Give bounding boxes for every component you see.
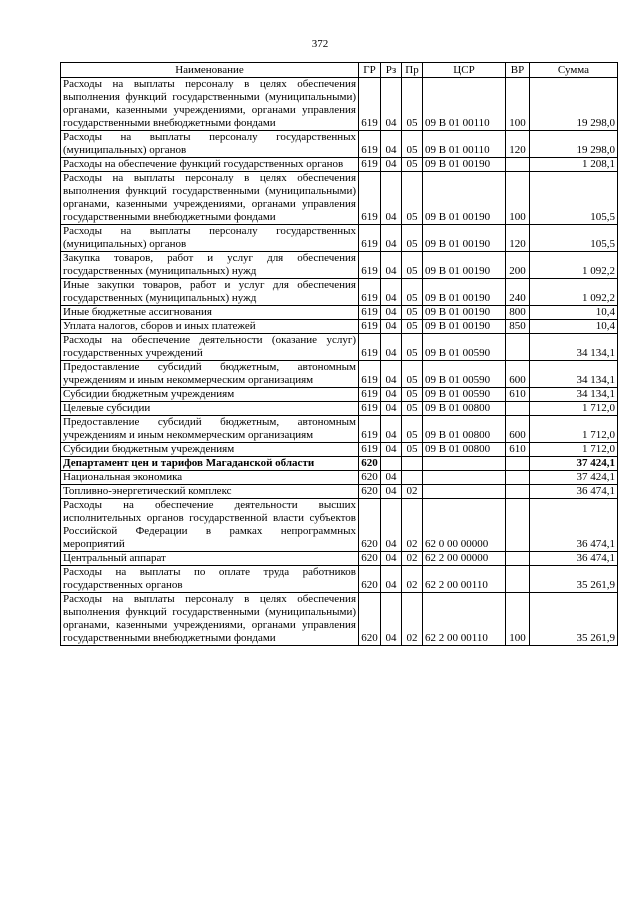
cell-csr: 09 В 01 00190 xyxy=(423,172,506,225)
cell-rz: 04 xyxy=(381,402,402,416)
cell-sum: 10,4 xyxy=(530,306,618,320)
cell-gr: 619 xyxy=(359,388,381,402)
cell-sum: 37 424,1 xyxy=(530,471,618,485)
cell-rz: 04 xyxy=(381,225,402,252)
cell-rz: 04 xyxy=(381,158,402,172)
cell-name: Целевые субсидии xyxy=(61,402,359,416)
cell-name: Расходы на выплаты персоналу государственных (муниципальных) органов xyxy=(61,225,359,252)
header-sum: Сумма xyxy=(530,63,618,78)
cell-pr: 05 xyxy=(402,225,423,252)
cell-csr: 62 2 00 00110 xyxy=(423,593,506,646)
cell-rz: 04 xyxy=(381,306,402,320)
cell-vr: 100 xyxy=(506,78,530,131)
table-row xyxy=(61,158,618,172)
table-row xyxy=(61,443,618,457)
cell-vr: 600 xyxy=(506,361,530,388)
cell-pr: 02 xyxy=(402,485,423,499)
table-row xyxy=(61,131,618,158)
cell-rz: 04 xyxy=(381,485,402,499)
cell-csr xyxy=(423,485,506,499)
cell-sum: 36 474,1 xyxy=(530,485,618,499)
table-row xyxy=(61,499,618,552)
cell-gr: 619 xyxy=(359,443,381,457)
cell-vr: 120 xyxy=(506,225,530,252)
cell-name: Расходы на обеспечение деятельности (оказание услуг) государственных учреждений xyxy=(61,334,359,361)
header-csr: ЦСР xyxy=(423,63,506,78)
cell-sum: 19 298,0 xyxy=(530,78,618,131)
cell-name: Предоставление субсидий бюджетным, автономным учреждениям и иным некоммерческим организациям xyxy=(61,416,359,443)
cell-csr: 09 В 01 00590 xyxy=(423,388,506,402)
table-row xyxy=(61,320,618,334)
cell-sum: 36 474,1 xyxy=(530,552,618,566)
cell-sum: 105,5 xyxy=(530,172,618,225)
cell-csr: 09 В 01 00800 xyxy=(423,443,506,457)
cell-vr xyxy=(506,471,530,485)
cell-sum: 37 424,1 xyxy=(530,457,618,471)
cell-name: Закупка товаров, работ и услуг для обеспечения государственных (муниципальных) нужд xyxy=(61,252,359,279)
cell-sum: 34 134,1 xyxy=(530,334,618,361)
cell-vr: 610 xyxy=(506,388,530,402)
cell-pr: 05 xyxy=(402,361,423,388)
cell-rz: 04 xyxy=(381,172,402,225)
budget-table xyxy=(60,62,618,646)
cell-vr xyxy=(506,402,530,416)
cell-vr xyxy=(506,158,530,172)
cell-vr: 610 xyxy=(506,443,530,457)
cell-gr: 619 xyxy=(359,252,381,279)
cell-csr: 09 В 01 00110 xyxy=(423,78,506,131)
table-row xyxy=(61,457,618,471)
cell-sum: 1 208,1 xyxy=(530,158,618,172)
cell-vr xyxy=(506,457,530,471)
cell-name: Расходы на выплаты персоналу в целях обеспечения выполнения функций государственными (муниципальными) органами, казенными учреждениями, органами управления государственными внебюджетными фондами xyxy=(61,78,359,131)
cell-gr: 620 xyxy=(359,566,381,593)
cell-pr: 05 xyxy=(402,158,423,172)
header-pr: Пр xyxy=(402,63,423,78)
cell-csr: 09 В 01 00190 xyxy=(423,225,506,252)
table-row xyxy=(61,552,618,566)
cell-sum: 34 134,1 xyxy=(530,388,618,402)
cell-gr: 620 xyxy=(359,593,381,646)
cell-vr xyxy=(506,552,530,566)
cell-csr: 09 В 01 00190 xyxy=(423,320,506,334)
header-name: Наименование xyxy=(61,63,359,78)
table-header-row xyxy=(61,63,618,78)
cell-name: Национальная экономика xyxy=(61,471,359,485)
cell-name: Расходы на обеспечение функций государственных органов xyxy=(61,158,359,172)
cell-rz xyxy=(381,457,402,471)
cell-gr: 619 xyxy=(359,416,381,443)
cell-pr: 05 xyxy=(402,131,423,158)
cell-pr: 02 xyxy=(402,566,423,593)
cell-rz: 04 xyxy=(381,78,402,131)
table-row xyxy=(61,402,618,416)
cell-gr: 619 xyxy=(359,158,381,172)
table-body xyxy=(61,78,618,646)
cell-sum: 35 261,9 xyxy=(530,593,618,646)
cell-name: Расходы на выплаты по оплате труда работников государственных органов xyxy=(61,566,359,593)
table-row xyxy=(61,252,618,279)
cell-sum: 105,5 xyxy=(530,225,618,252)
cell-name: Расходы на выплаты персоналу в целях обеспечения выполнения функций государственными (муниципальными) органами, казенными учреждениями, органами управления государственными внебюджетными фондами xyxy=(61,593,359,646)
cell-sum: 10,4 xyxy=(530,320,618,334)
cell-pr: 02 xyxy=(402,552,423,566)
cell-pr: 02 xyxy=(402,499,423,552)
cell-name: Субсидии бюджетным учреждениям xyxy=(61,388,359,402)
cell-pr: 05 xyxy=(402,172,423,225)
cell-sum: 1 092,2 xyxy=(530,279,618,306)
cell-pr: 05 xyxy=(402,252,423,279)
cell-rz: 04 xyxy=(381,499,402,552)
cell-gr: 619 xyxy=(359,306,381,320)
cell-csr: 62 0 00 00000 xyxy=(423,499,506,552)
cell-pr xyxy=(402,457,423,471)
cell-rz: 04 xyxy=(381,416,402,443)
cell-rz: 04 xyxy=(381,361,402,388)
cell-csr: 09 В 01 00590 xyxy=(423,334,506,361)
cell-csr: 09 В 01 00800 xyxy=(423,416,506,443)
cell-gr: 620 xyxy=(359,485,381,499)
header-vr: ВР xyxy=(506,63,530,78)
cell-vr xyxy=(506,499,530,552)
cell-vr: 100 xyxy=(506,172,530,225)
cell-rz: 04 xyxy=(381,471,402,485)
cell-gr: 619 xyxy=(359,131,381,158)
cell-csr: 09 В 01 00190 xyxy=(423,252,506,279)
cell-vr: 600 xyxy=(506,416,530,443)
cell-pr: 02 xyxy=(402,593,423,646)
cell-pr: 05 xyxy=(402,78,423,131)
cell-gr: 620 xyxy=(359,552,381,566)
cell-name: Иные бюджетные ассигнования xyxy=(61,306,359,320)
cell-rz: 04 xyxy=(381,552,402,566)
cell-rz: 04 xyxy=(381,131,402,158)
table-row xyxy=(61,279,618,306)
cell-name: Уплата налогов, сборов и иных платежей xyxy=(61,320,359,334)
cell-gr: 619 xyxy=(359,78,381,131)
cell-vr: 850 xyxy=(506,320,530,334)
header-rz: Рз xyxy=(381,63,402,78)
cell-vr xyxy=(506,334,530,361)
cell-rz: 04 xyxy=(381,279,402,306)
cell-sum: 35 261,9 xyxy=(530,566,618,593)
cell-csr: 09 В 01 00190 xyxy=(423,158,506,172)
cell-rz: 04 xyxy=(381,334,402,361)
cell-name: Расходы на выплаты персоналу государственных (муниципальных) органов xyxy=(61,131,359,158)
table-row xyxy=(61,593,618,646)
cell-vr xyxy=(506,566,530,593)
cell-name: Расходы на обеспечение деятельности высших исполнительных органов государственной власти субъектов Российской Федерации в рамках непрограммных мероприятий xyxy=(61,499,359,552)
cell-pr: 05 xyxy=(402,306,423,320)
cell-sum: 1 712,0 xyxy=(530,416,618,443)
cell-csr: 62 2 00 00110 xyxy=(423,566,506,593)
cell-gr: 619 xyxy=(359,402,381,416)
cell-name: Предоставление субсидий бюджетным, автономным учреждениям и иным некоммерческим организациям xyxy=(61,361,359,388)
cell-csr: 09 В 01 00590 xyxy=(423,361,506,388)
cell-pr: 05 xyxy=(402,443,423,457)
cell-csr: 09 В 01 00800 xyxy=(423,402,506,416)
cell-csr: 09 В 01 00190 xyxy=(423,279,506,306)
table-row xyxy=(61,225,618,252)
table-row xyxy=(61,416,618,443)
table-row xyxy=(61,78,618,131)
cell-csr: 09 В 01 00110 xyxy=(423,131,506,158)
cell-rz: 04 xyxy=(381,443,402,457)
cell-gr: 619 xyxy=(359,172,381,225)
cell-rz: 04 xyxy=(381,566,402,593)
cell-rz: 04 xyxy=(381,593,402,646)
cell-gr: 619 xyxy=(359,334,381,361)
cell-pr: 05 xyxy=(402,416,423,443)
cell-gr: 619 xyxy=(359,279,381,306)
cell-vr: 800 xyxy=(506,306,530,320)
cell-name: Центральный аппарат xyxy=(61,552,359,566)
table-row xyxy=(61,172,618,225)
cell-sum: 19 298,0 xyxy=(530,131,618,158)
table-row xyxy=(61,471,618,485)
cell-pr: 05 xyxy=(402,334,423,361)
cell-pr: 05 xyxy=(402,402,423,416)
cell-sum: 1 712,0 xyxy=(530,443,618,457)
cell-rz: 04 xyxy=(381,320,402,334)
cell-name: Иные закупки товаров, работ и услуг для обеспечения государственных (муниципальных) нужд xyxy=(61,279,359,306)
cell-pr: 05 xyxy=(402,279,423,306)
cell-gr: 620 xyxy=(359,457,381,471)
cell-pr xyxy=(402,471,423,485)
cell-sum: 1 712,0 xyxy=(530,402,618,416)
cell-gr: 619 xyxy=(359,320,381,334)
cell-vr: 120 xyxy=(506,131,530,158)
cell-gr: 619 xyxy=(359,225,381,252)
cell-name: Субсидии бюджетным учреждениям xyxy=(61,443,359,457)
table-row xyxy=(61,334,618,361)
table-row xyxy=(61,388,618,402)
cell-rz: 04 xyxy=(381,252,402,279)
cell-sum: 1 092,2 xyxy=(530,252,618,279)
cell-csr xyxy=(423,457,506,471)
cell-name: Топливно-энергетический комплекс xyxy=(61,485,359,499)
table-row xyxy=(61,361,618,388)
cell-rz: 04 xyxy=(381,388,402,402)
header-gr: ГР xyxy=(359,63,381,78)
page-number: 372 xyxy=(311,38,329,50)
cell-name: Департамент цен и тарифов Магаданской области xyxy=(61,457,359,471)
cell-vr: 240 xyxy=(506,279,530,306)
cell-vr: 100 xyxy=(506,593,530,646)
cell-csr: 62 2 00 00000 xyxy=(423,552,506,566)
cell-csr xyxy=(423,471,506,485)
cell-gr: 619 xyxy=(359,361,381,388)
cell-vr xyxy=(506,485,530,499)
cell-sum: 34 134,1 xyxy=(530,361,618,388)
table-row xyxy=(61,566,618,593)
cell-vr: 200 xyxy=(506,252,530,279)
cell-name: Расходы на выплаты персоналу в целях обеспечения выполнения функций государственными (муниципальными) органами, казенными учреждениями, органами управления государственными внебюджетными фондами xyxy=(61,172,359,225)
cell-csr: 09 В 01 00190 xyxy=(423,306,506,320)
cell-pr: 05 xyxy=(402,388,423,402)
cell-pr: 05 xyxy=(402,320,423,334)
table-row xyxy=(61,306,618,320)
cell-gr: 620 xyxy=(359,471,381,485)
cell-sum: 36 474,1 xyxy=(530,499,618,552)
table-row xyxy=(61,485,618,499)
cell-gr: 620 xyxy=(359,499,381,552)
